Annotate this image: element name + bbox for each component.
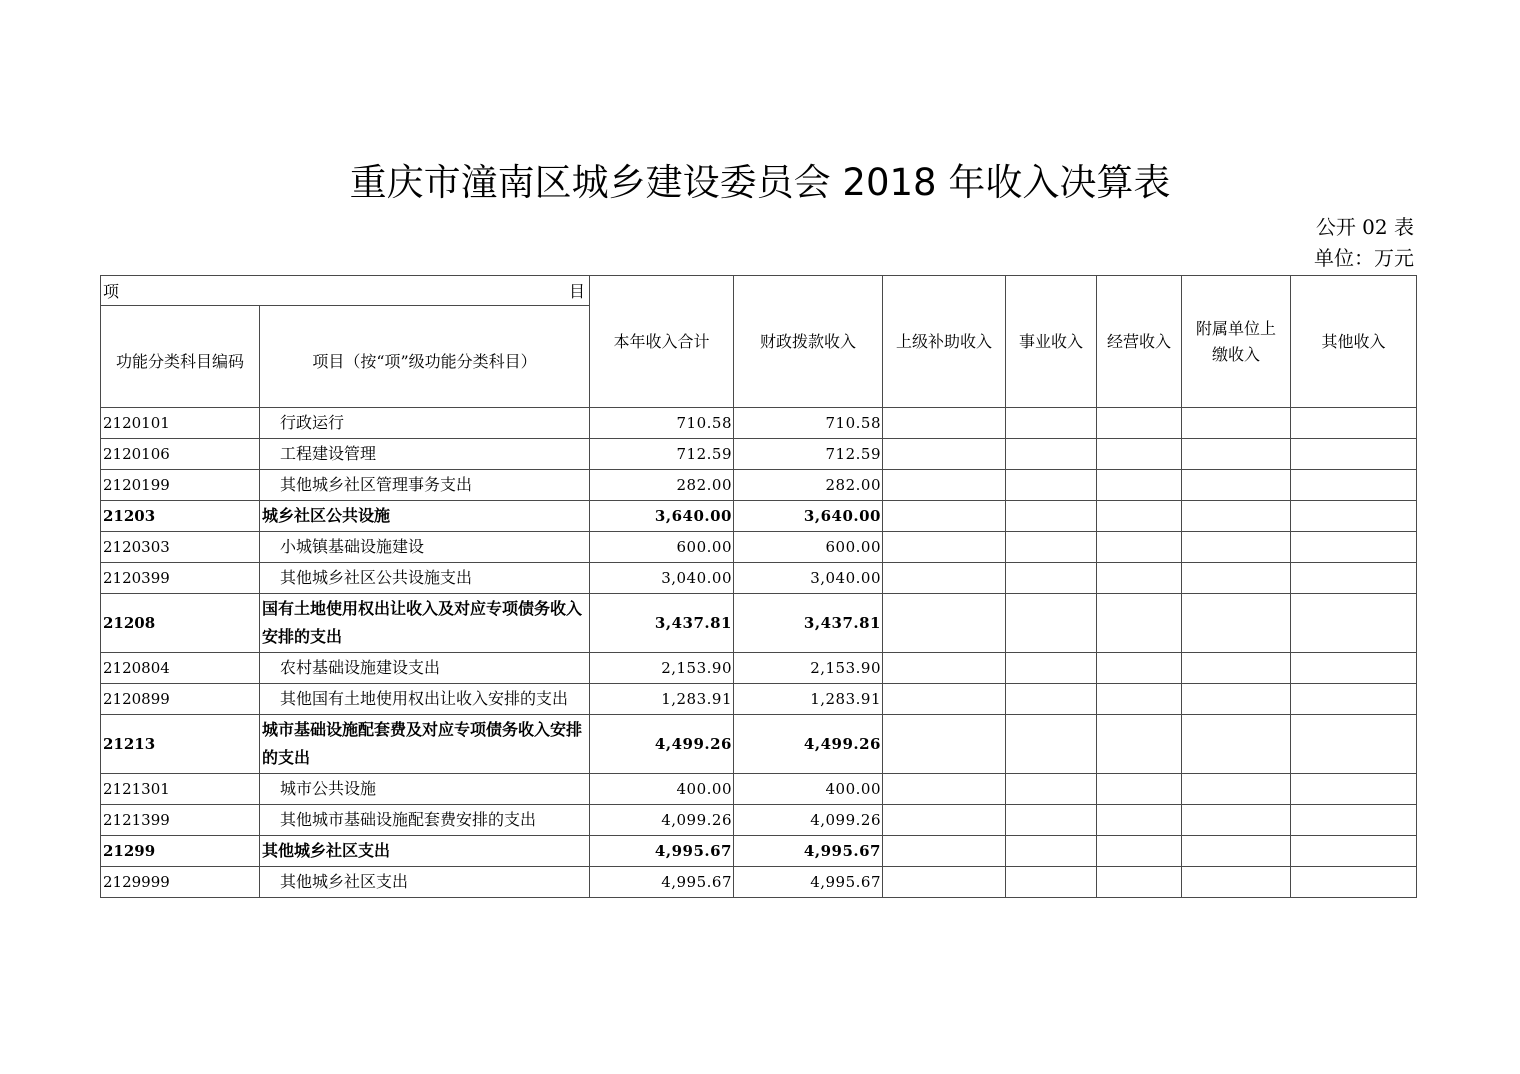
table-row	[101, 532, 1417, 563]
cell-superior	[883, 501, 1006, 532]
cell-business	[1006, 774, 1097, 805]
header-affiliated-label: 附属单位上缴收入	[1195, 318, 1276, 364]
cell-affiliated	[1182, 563, 1291, 594]
cell-code: 2120804	[101, 653, 260, 684]
cell-total: 600.00	[590, 532, 734, 563]
header-superior: 上级补助收入	[883, 276, 1006, 408]
cell-affiliated	[1182, 439, 1291, 470]
cell-name: 其他城乡社区支出	[260, 867, 590, 898]
cell-other	[1291, 408, 1417, 439]
cell-operating	[1097, 470, 1182, 501]
cell-affiliated	[1182, 774, 1291, 805]
table-row	[101, 805, 1417, 836]
cell-affiliated	[1182, 805, 1291, 836]
cell-other	[1291, 470, 1417, 501]
cell-fiscal: 400.00	[734, 774, 883, 805]
cell-affiliated	[1182, 532, 1291, 563]
cell-other	[1291, 653, 1417, 684]
table-body	[101, 408, 1417, 898]
cell-affiliated	[1182, 715, 1291, 774]
table-row	[101, 653, 1417, 684]
cell-code: 2121301	[101, 774, 260, 805]
income-table	[100, 275, 1417, 898]
cell-code: 2120399	[101, 563, 260, 594]
cell-affiliated	[1182, 836, 1291, 867]
cell-other	[1291, 684, 1417, 715]
cell-fiscal: 600.00	[734, 532, 883, 563]
cell-code: 21299	[101, 836, 260, 867]
cell-operating	[1097, 774, 1182, 805]
cell-superior	[883, 684, 1006, 715]
cell-name: 其他城乡社区公共设施支出	[260, 563, 590, 594]
cell-total: 3,040.00	[590, 563, 734, 594]
cell-affiliated	[1182, 501, 1291, 532]
cell-superior	[883, 594, 1006, 653]
cell-total: 4,995.67	[590, 836, 734, 867]
cell-business	[1006, 408, 1097, 439]
cell-fiscal: 710.58	[734, 408, 883, 439]
cell-total: 712.59	[590, 439, 734, 470]
cell-operating	[1097, 715, 1182, 774]
unit-label: 单位：万元	[1314, 246, 1414, 270]
cell-superior	[883, 532, 1006, 563]
cell-fiscal: 3,437.81	[734, 594, 883, 653]
table-row	[101, 408, 1417, 439]
cell-business	[1006, 439, 1097, 470]
cell-superior	[883, 470, 1006, 501]
cell-other	[1291, 867, 1417, 898]
cell-code: 2129999	[101, 867, 260, 898]
table-row	[101, 501, 1417, 532]
cell-other	[1291, 836, 1417, 867]
cell-code: 21208	[101, 594, 260, 653]
cell-superior	[883, 836, 1006, 867]
cell-business	[1006, 532, 1097, 563]
cell-total: 4,995.67	[590, 867, 734, 898]
cell-name: 其他城乡社区管理事务支出	[260, 470, 590, 501]
header-other: 其他收入	[1291, 276, 1417, 408]
table-row	[101, 715, 1417, 774]
cell-operating	[1097, 408, 1182, 439]
table-row	[101, 867, 1417, 898]
cell-fiscal: 282.00	[734, 470, 883, 501]
cell-fiscal: 4,995.67	[734, 867, 883, 898]
cell-total: 1,283.91	[590, 684, 734, 715]
cell-total: 710.58	[590, 408, 734, 439]
cell-code: 21213	[101, 715, 260, 774]
header-business: 事业收入	[1006, 276, 1097, 408]
cell-superior	[883, 439, 1006, 470]
cell-code: 21203	[101, 501, 260, 532]
table-row	[101, 594, 1417, 653]
cell-affiliated	[1182, 408, 1291, 439]
cell-business	[1006, 594, 1097, 653]
cell-total: 282.00	[590, 470, 734, 501]
table-row	[101, 684, 1417, 715]
cell-operating	[1097, 594, 1182, 653]
cell-other	[1291, 805, 1417, 836]
table-row	[101, 563, 1417, 594]
form-number: 公开 02 表	[1315, 215, 1414, 239]
cell-total: 400.00	[590, 774, 734, 805]
cell-fiscal: 4,995.67	[734, 836, 883, 867]
cell-code: 2121399	[101, 805, 260, 836]
cell-operating	[1097, 563, 1182, 594]
cell-business	[1006, 501, 1097, 532]
cell-other	[1291, 774, 1417, 805]
cell-business	[1006, 836, 1097, 867]
header-operating: 经营收入	[1097, 276, 1182, 408]
cell-name: 国有土地使用权出让收入及对应专项债务收入安排的支出	[260, 594, 590, 653]
cell-business	[1006, 867, 1097, 898]
cell-code: 2120303	[101, 532, 260, 563]
cell-code: 2120899	[101, 684, 260, 715]
header-row-top	[101, 276, 1417, 306]
cell-operating	[1097, 805, 1182, 836]
cell-fiscal: 1,283.91	[734, 684, 883, 715]
cell-business	[1006, 653, 1097, 684]
table-row	[101, 470, 1417, 501]
cell-superior	[883, 774, 1006, 805]
cell-operating	[1097, 439, 1182, 470]
cell-name: 行政运行	[260, 408, 590, 439]
cell-other	[1291, 715, 1417, 774]
cell-code: 2120106	[101, 439, 260, 470]
page-title: 重庆市潼南区城乡建设委员会 2018 年收入决算表	[349, 161, 1171, 204]
cell-total: 4,499.26	[590, 715, 734, 774]
cell-other	[1291, 563, 1417, 594]
cell-other	[1291, 439, 1417, 470]
cell-superior	[883, 653, 1006, 684]
cell-other	[1291, 501, 1417, 532]
cell-affiliated	[1182, 867, 1291, 898]
cell-fiscal: 4,499.26	[734, 715, 883, 774]
cell-total: 4,099.26	[590, 805, 734, 836]
cell-total: 3,640.00	[590, 501, 734, 532]
cell-name: 城市公共设施	[260, 774, 590, 805]
table-row	[101, 774, 1417, 805]
header-project-right: 目	[568, 282, 585, 301]
cell-business	[1006, 684, 1097, 715]
cell-name: 小城镇基础设施建设	[260, 532, 590, 563]
cell-fiscal: 712.59	[734, 439, 883, 470]
cell-affiliated	[1182, 684, 1291, 715]
cell-business	[1006, 805, 1097, 836]
cell-business	[1006, 470, 1097, 501]
header-total: 本年收入合计	[590, 276, 734, 408]
cell-fiscal: 3,040.00	[734, 563, 883, 594]
cell-name: 城乡社区公共设施	[260, 501, 590, 532]
cell-superior	[883, 715, 1006, 774]
cell-operating	[1097, 836, 1182, 867]
cell-operating	[1097, 684, 1182, 715]
cell-fiscal: 2,153.90	[734, 653, 883, 684]
cell-name: 其他城乡社区支出	[260, 836, 590, 867]
cell-affiliated	[1182, 594, 1291, 653]
cell-operating	[1097, 501, 1182, 532]
cell-name: 其他国有土地使用权出让收入安排的支出	[260, 684, 590, 715]
header-project-left: 项	[103, 282, 120, 301]
cell-name: 城市基础设施配套费及对应专项债务收入安排的支出	[260, 715, 590, 774]
cell-fiscal: 4,099.26	[734, 805, 883, 836]
cell-superior	[883, 408, 1006, 439]
cell-name: 其他城市基础设施配套费安排的支出	[260, 805, 590, 836]
table-row	[101, 439, 1417, 470]
cell-name: 工程建设管理	[260, 439, 590, 470]
cell-business	[1006, 715, 1097, 774]
cell-code: 2120199	[101, 470, 260, 501]
header-code: 功能分类科目编码	[101, 306, 260, 408]
cell-other	[1291, 594, 1417, 653]
header-project-cell	[101, 276, 590, 306]
header-name: 项目（按“项”级功能分类科目）	[260, 306, 590, 408]
cell-total: 2,153.90	[590, 653, 734, 684]
cell-other	[1291, 532, 1417, 563]
cell-fiscal: 3,640.00	[734, 501, 883, 532]
cell-affiliated	[1182, 470, 1291, 501]
cell-operating	[1097, 867, 1182, 898]
cell-name: 农村基础设施建设支出	[260, 653, 590, 684]
cell-operating	[1097, 653, 1182, 684]
cell-code: 2120101	[101, 408, 260, 439]
cell-superior	[883, 563, 1006, 594]
table-row	[101, 836, 1417, 867]
cell-total: 3,437.81	[590, 594, 734, 653]
cell-operating	[1097, 532, 1182, 563]
header-fiscal: 财政拨款收入	[734, 276, 883, 408]
cell-superior	[883, 805, 1006, 836]
header-affiliated	[1182, 276, 1291, 408]
cell-business	[1006, 563, 1097, 594]
cell-affiliated	[1182, 653, 1291, 684]
cell-superior	[883, 867, 1006, 898]
